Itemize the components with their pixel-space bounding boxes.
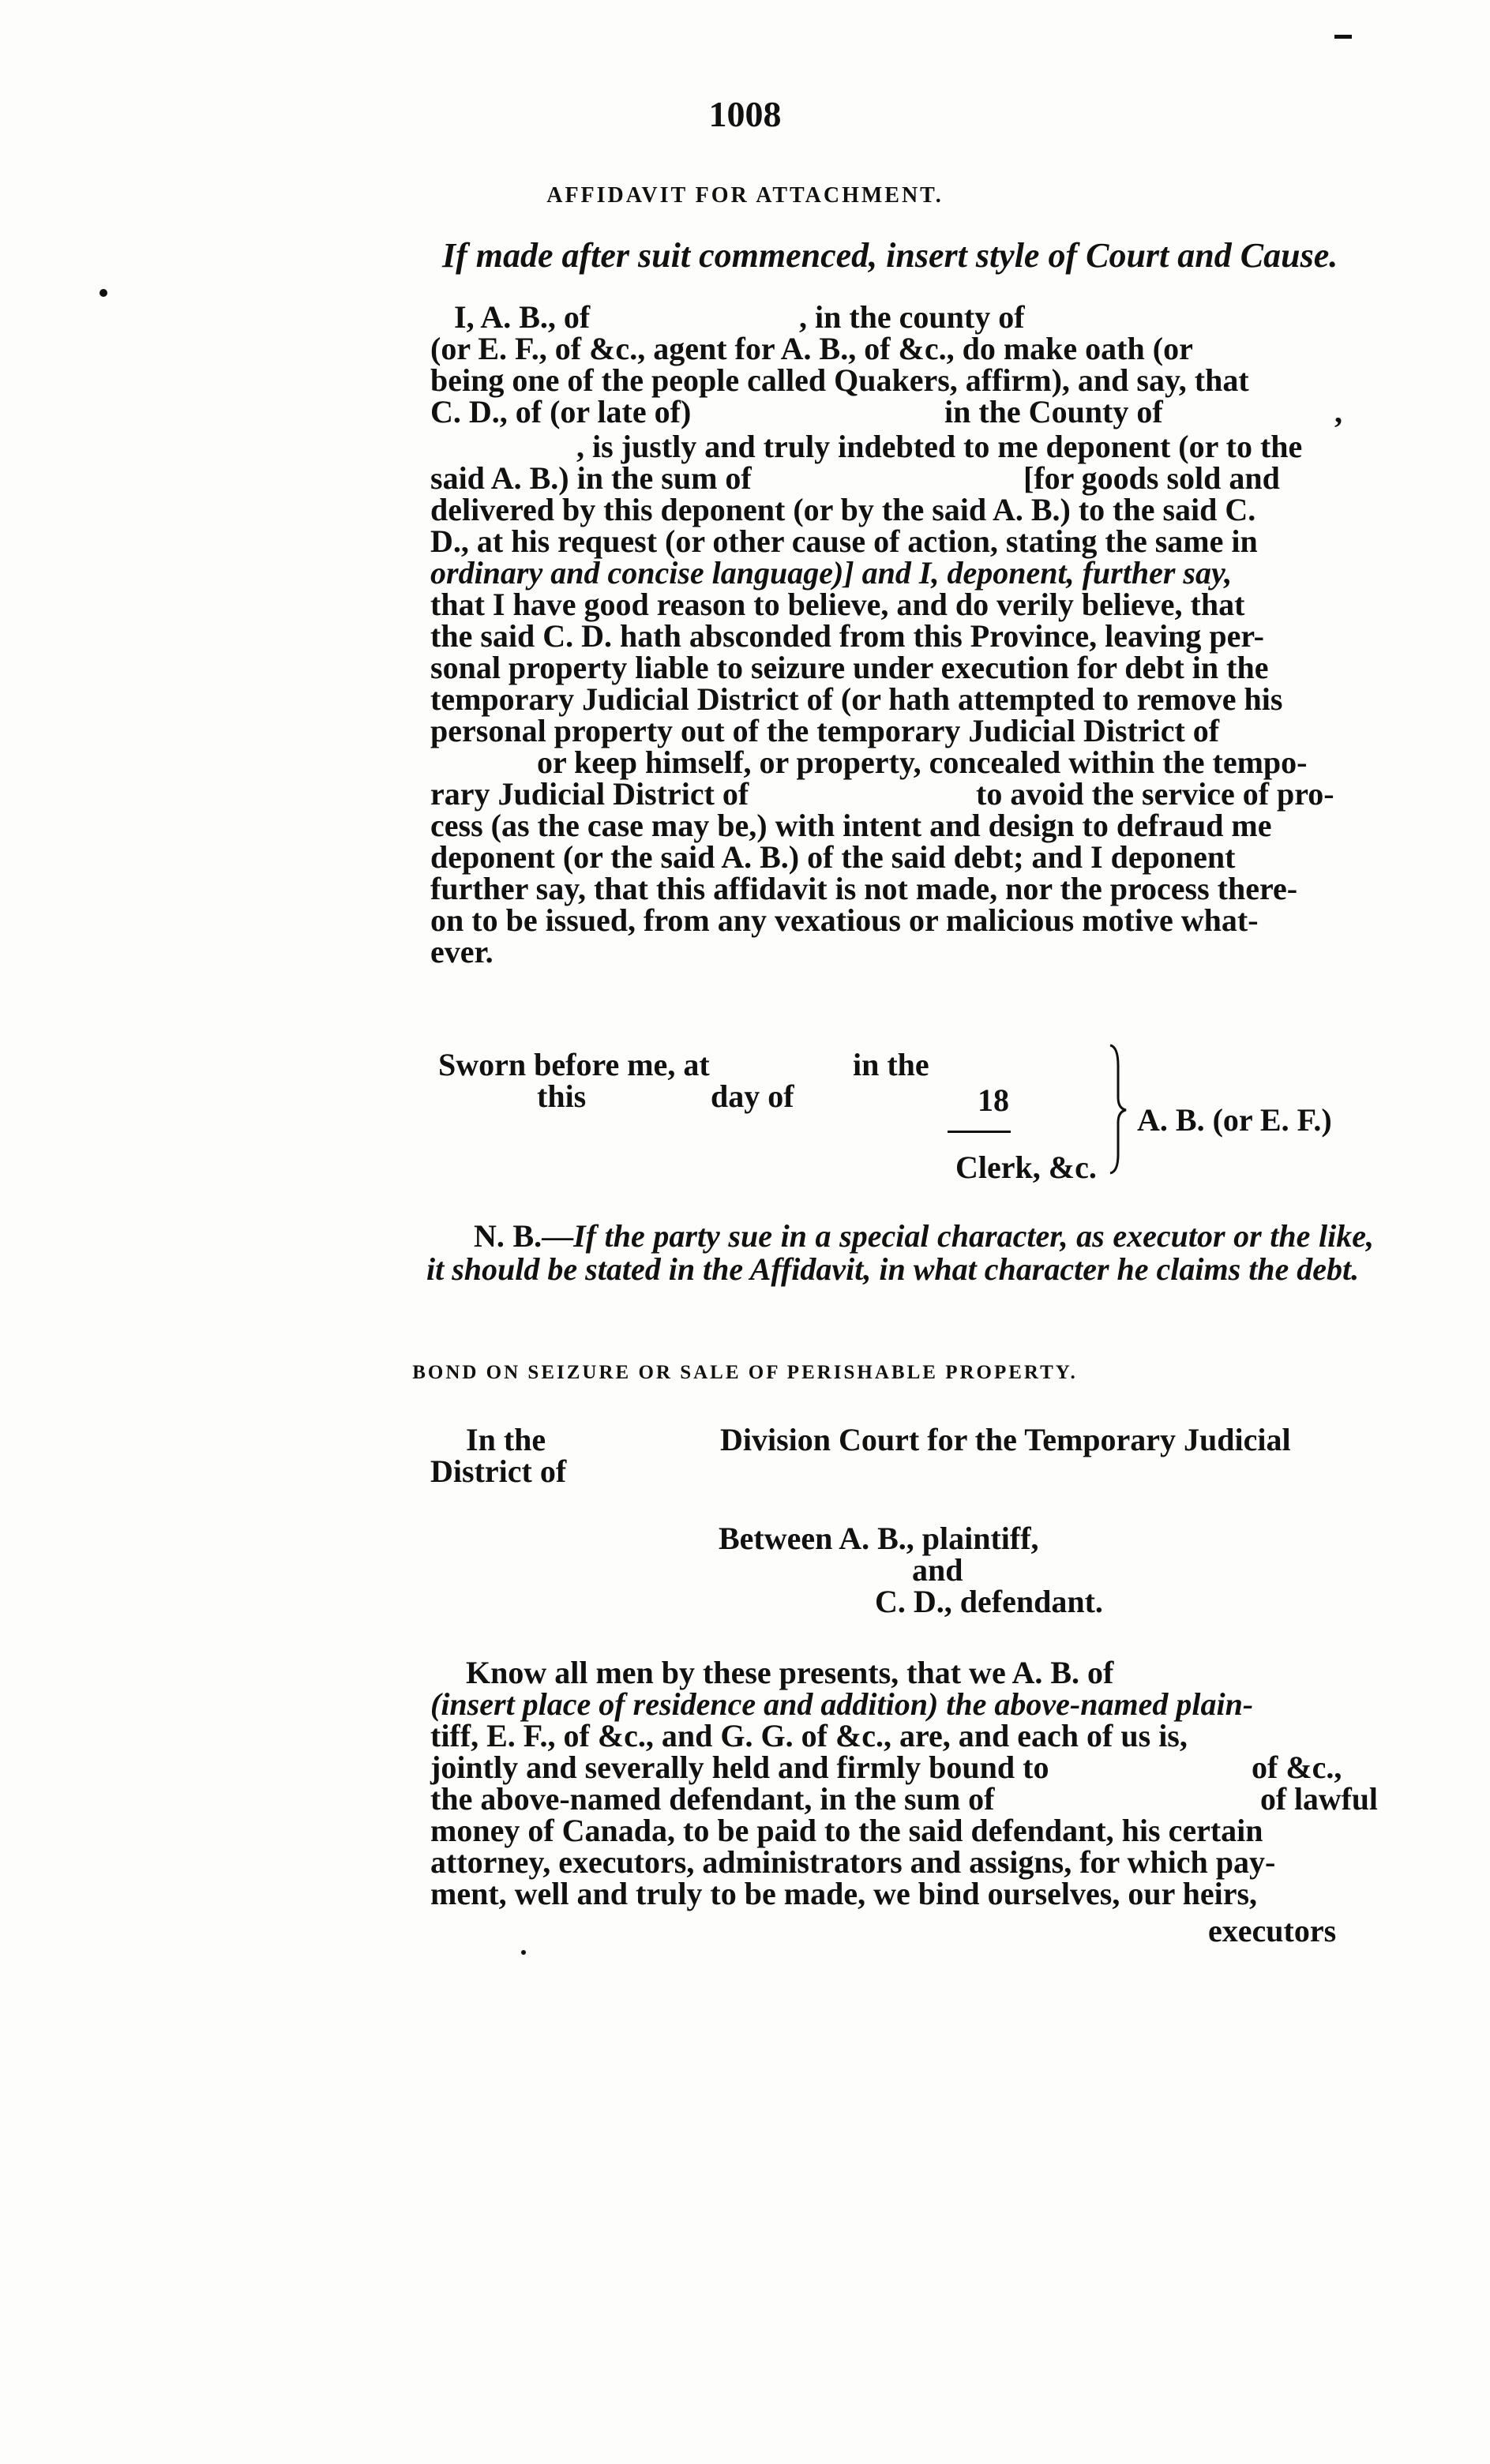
affidavit-line: cess (as the case may be,) with intent and design to defraud me: [430, 808, 1272, 843]
affidavit-line: D., at his request (or other cause of action, stating the same in: [430, 523, 1258, 559]
affidavit-line: temporary Judicial District of (or hath attempted to remove his: [430, 681, 1283, 717]
affidavit-line: (or E. F., of &c., agent for A. B., of &c., do make oath (or: [430, 331, 1193, 366]
affidavit-line: personal property out of the temporary Judicial District of: [430, 713, 1220, 748]
affidavit-line: in the County of: [944, 394, 1163, 429]
affidavit-line: [for goods sold and: [1023, 460, 1280, 496]
affidavit-line: being one of the people called Quakers, affirm), and say, that: [430, 362, 1249, 398]
ink-speck: [99, 289, 107, 297]
cause-defendant: C. D., defendant.: [875, 1584, 1103, 1619]
jurat-sworn: Sworn before me, at: [438, 1047, 710, 1082]
affidavit-line: the said C. D. hath absconded from this Province, leaving per-: [430, 618, 1264, 654]
affidavit-line: , in the county of: [799, 299, 1025, 335]
affidavit-line: ,: [1334, 394, 1342, 429]
affidavit-line: on to be issued, from any vexatious or malicious motive what-: [430, 902, 1259, 938]
note-text: If the party sue in a special character, as executor or the like, it should be stated in the Affidavit, in what character he claims the debt.: [426, 1218, 1374, 1287]
court-district: District of: [430, 1453, 567, 1489]
bond-line: the above-named defendant, in the sum of: [430, 1781, 995, 1817]
affidavit-line: that I have good reason to believe, and do verily believe, that: [430, 587, 1245, 622]
jurat-this: this: [537, 1078, 587, 1114]
jurat-year: 18: [978, 1082, 1009, 1118]
bond-line: attorney, executors, administrators and assigns, for which pay-: [430, 1844, 1276, 1880]
jurat-in-the: in the: [853, 1047, 929, 1082]
note-prefix: N. B.—: [474, 1218, 574, 1254]
cause-and: and: [912, 1552, 963, 1588]
cause-between: Between A. B., plaintiff,: [719, 1521, 1039, 1556]
affidavit-line: deponent (or the said A. B.) of the said debt; and I deponent: [430, 839, 1236, 875]
margin-mark: [1334, 35, 1352, 39]
note-paragraph: [426, 1220, 1374, 1286]
page-number: 1008: [708, 94, 782, 134]
affidavit-line: ever.: [430, 934, 494, 969]
affidavit-line: to avoid the service of pro-: [976, 776, 1334, 812]
affidavit-line: delivered by this deponent (or by the said A. B.) to the said C.: [430, 492, 1256, 527]
bond-line: ment, well and truly to be made, we bind ourselves, our heirs,: [430, 1876, 1258, 1911]
affidavit-line: sonal property liable to seizure under execution for debt in the: [430, 650, 1269, 685]
jurat-clerk: Clerk, &c.: [955, 1149, 1097, 1185]
affidavit-line: said A. B.) in the sum of: [430, 460, 752, 496]
court-name: Division Court for the Temporary Judicial: [720, 1422, 1291, 1457]
bond-heading: BOND ON SEIZURE OR SALE OF PERISHABLE PROPERTY.: [412, 1362, 1078, 1383]
jurat-rule: [948, 1131, 1011, 1133]
brace-icon: [1107, 1042, 1128, 1176]
ink-speck: [521, 1950, 526, 1955]
affidavit-line: , is justly and truly indebted to me deponent (or to the: [576, 429, 1303, 464]
bond-line: (insert place of residence and addition) the above-named plain-: [430, 1686, 1254, 1722]
bond-line: jointly and severally held and firmly bound to: [430, 1750, 1049, 1785]
affidavit-line: or keep himself, or property, concealed within the tempo-: [537, 744, 1308, 780]
affidavit-line: ordinary and concise language)] and I, deponent, further say,: [430, 555, 1233, 591]
catchword: executors: [1208, 1913, 1337, 1948]
affidavit-heading: AFFIDAVIT FOR ATTACHMENT.: [546, 183, 944, 208]
affidavit-line: I, A. B., of: [454, 299, 591, 335]
affidavit-instruction: If made after suit commenced, insert style of Court and Cause.: [442, 236, 1338, 275]
bond-line: money of Canada, to be paid to the said defendant, his certain: [430, 1813, 1263, 1848]
affidavit-line: further say, that this affidavit is not made, nor the process there-: [430, 871, 1298, 906]
affidavit-line: C. D., of (or late of): [430, 394, 692, 429]
bond-line: Know all men by these presents, that we A. B. of: [466, 1655, 1114, 1690]
affidavit-line: rary Judicial District of: [430, 776, 749, 812]
jurat-day-of: day of: [711, 1078, 794, 1114]
bond-line: tiff, E. F., of &c., and G. G. of &c., are, and each of us is,: [430, 1718, 1188, 1753]
court-in-the: In the: [466, 1422, 546, 1457]
jurat-signature: A. B. (or E. F.): [1137, 1102, 1332, 1138]
bond-line: of &c.,: [1252, 1750, 1342, 1785]
bond-line: of lawful: [1260, 1781, 1378, 1817]
